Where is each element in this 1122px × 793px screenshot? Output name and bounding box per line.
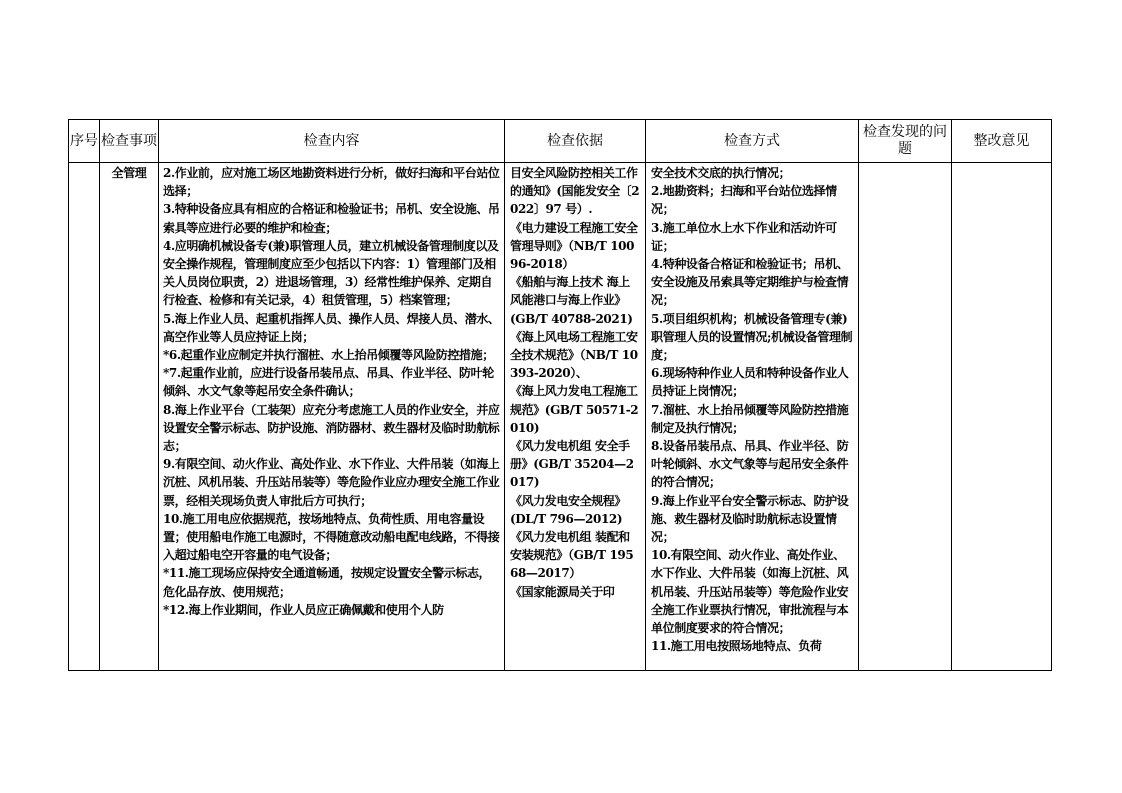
content-paragraph: *7.起重作业前，应进行设备吊装吊点、吊具、作业半径、防叶轮倾斜、水文气象等起吊安全条件确认；	[163, 366, 494, 399]
cell-advice	[952, 163, 1052, 671]
method-entry: 9.海上作业平台安全警示标志、防护设施、救生器材及临时助航标志设置情况；	[651, 493, 849, 545]
method-entry: 3.施工单位水上水下作业和活动许可证；	[651, 220, 837, 253]
basis-entry: 《海上风力发电工程施工规范》(GB/T 50571-2010)	[510, 384, 639, 435]
method-entry: 8.设备吊装吊点、吊具、作业半径、防叶轮倾斜、水文气象等与起吊安全条件的符合情况；	[651, 439, 849, 490]
cell-basis	[505, 163, 646, 671]
basis-entry: 《海上风电场工程施工安全技术规范》（NB/T 10393-2020）、	[510, 329, 638, 381]
basis-entry: 《风力发电安全规程》(DL/T 796—2012)	[510, 493, 627, 526]
basis-list	[505, 163, 645, 601]
content-paragraph: 2.作业前，应对施工场区地勘资料进行分析，做好扫海和平台站位选择；	[163, 166, 500, 199]
cell-problems	[859, 163, 952, 671]
advice-text	[952, 163, 1051, 164]
basis-entry: 《船舶与海上技术 海上风能港口与海上作业》(GB/T 40788-2021)	[510, 275, 633, 326]
header-method: 检查方式	[646, 120, 859, 163]
method-entry: 6.现场特种作业人员和特种设备作业人员持证上岗情况；	[651, 366, 849, 399]
method-entry: 4.特种设备合格证和检验证书；吊机、安全设施及吊索具等定期维护与检查情况；	[651, 257, 849, 308]
method-entry: 安全技术交底的执行情况；	[651, 166, 791, 180]
basis-entry: 《国家能源局关于印	[510, 584, 615, 599]
header-seq: 序号	[69, 120, 100, 163]
content-paragraph: 9.有限空间、动火作业、高处作业、水下作业、大件吊装（如海上沉桩、风机吊装、升压站吊装等）等危险作业应办理安全施工作业票，经相关现场负责人审批后方可执行；	[163, 457, 500, 508]
header-advice: 整改意见	[952, 120, 1052, 163]
header-basis: 检查依据	[505, 120, 646, 163]
problems-text	[859, 163, 951, 164]
content-paragraph: *11.施工现场应保持安全通道畅通，按规定设置安全警示标志，危化品存放、使用规范；	[163, 566, 491, 599]
basis-entry: 《风力发电机组 安全手册》(GB/T 35204—2017)	[510, 439, 634, 490]
content-paragraph: 10.施工用电应依据规范，按场地特点、负荷性质、用电容量设置；使用船电作施工电源时，不得随意改动船电配电线路，不得接入超过船电空开容量的电气设备；	[163, 511, 500, 563]
header-problems: 检查发现的问题	[859, 120, 952, 163]
content-list	[159, 163, 504, 619]
basis-entry: 《电力建设工程施工安全管理导则》（NB/T 10096-2018）	[510, 220, 638, 272]
content-paragraph: 5.海上作业人员、起重机指挥人员、操作人员、焊接人员、潜水、高空作业等人员应持证上岗；	[163, 311, 500, 344]
seq-text	[69, 163, 99, 164]
basis-entry: 目安全风险防控相关工作的通知》(国能发安全〔2022〕97 号）.	[510, 166, 640, 217]
content-paragraph: 4.应明确机械设备专(兼)职管理人员，建立机械设备管理制度以及安全操作规程，管理制度应至少包括以下内容：1）管理部门及相关人员岗位职责，2）进退场管理，3）经常性维护保养、定期自行检查、检修和有关记录，4）租赁管理，5）档案管理；	[163, 238, 499, 308]
basis-entry: 《风力发电机组 装配和安装规范》（GB/T 19568—2017）	[510, 530, 634, 581]
inspection-table	[68, 119, 1052, 671]
cell-seq	[69, 163, 100, 671]
content-paragraph: 8.海上作业平台（工装架）应充分考虑施工人员的作业安全，并应设置安全警示标志、防护设施、消防器材、救生器材及临时助航标志；	[163, 402, 500, 454]
method-entry: 11.施工用电按照场地特点、负荷	[651, 639, 822, 654]
header-row	[69, 120, 1052, 163]
cell-item	[100, 163, 159, 671]
method-entry: 2.地勘资料；扫海和平台站位选择情况；	[651, 184, 837, 217]
method-entry: 10.有限空间、动火作业、高处作业、水下作业、大件吊装（如海上沉桩、风机吊装、升压站吊装等）等危险作业安全施工作业票执行情况，审批流程与本单位制度要求的符合情况；	[651, 548, 849, 636]
cell-method	[646, 163, 859, 671]
item-text: 全管理	[111, 166, 147, 180]
table-row	[69, 163, 1052, 671]
cell-content	[159, 163, 505, 671]
header-item: 检查事项	[100, 120, 159, 163]
content-paragraph: *6.起重作业应制定并执行溜桩、水上抬吊倾覆等风险防控措施；	[163, 348, 494, 363]
method-entry: 5.项目组织机构；机械设备管理专(兼)职管理人员的设置情况;机械设备管理制度；	[651, 311, 853, 363]
content-paragraph: 3.特种设备应具有相应的合格证和检验证书；吊机、安全设施、吊索具等应进行必要的维护和检查；	[163, 202, 500, 235]
method-entry: 7.溜桩、水上抬吊倾覆等风险防控措施制定及执行情况；	[651, 402, 849, 435]
header-content: 检查内容	[159, 120, 505, 163]
method-list	[646, 163, 858, 655]
content-paragraph: *12.海上作业期间，作业人员应正确佩戴和使用个人防	[163, 602, 444, 617]
